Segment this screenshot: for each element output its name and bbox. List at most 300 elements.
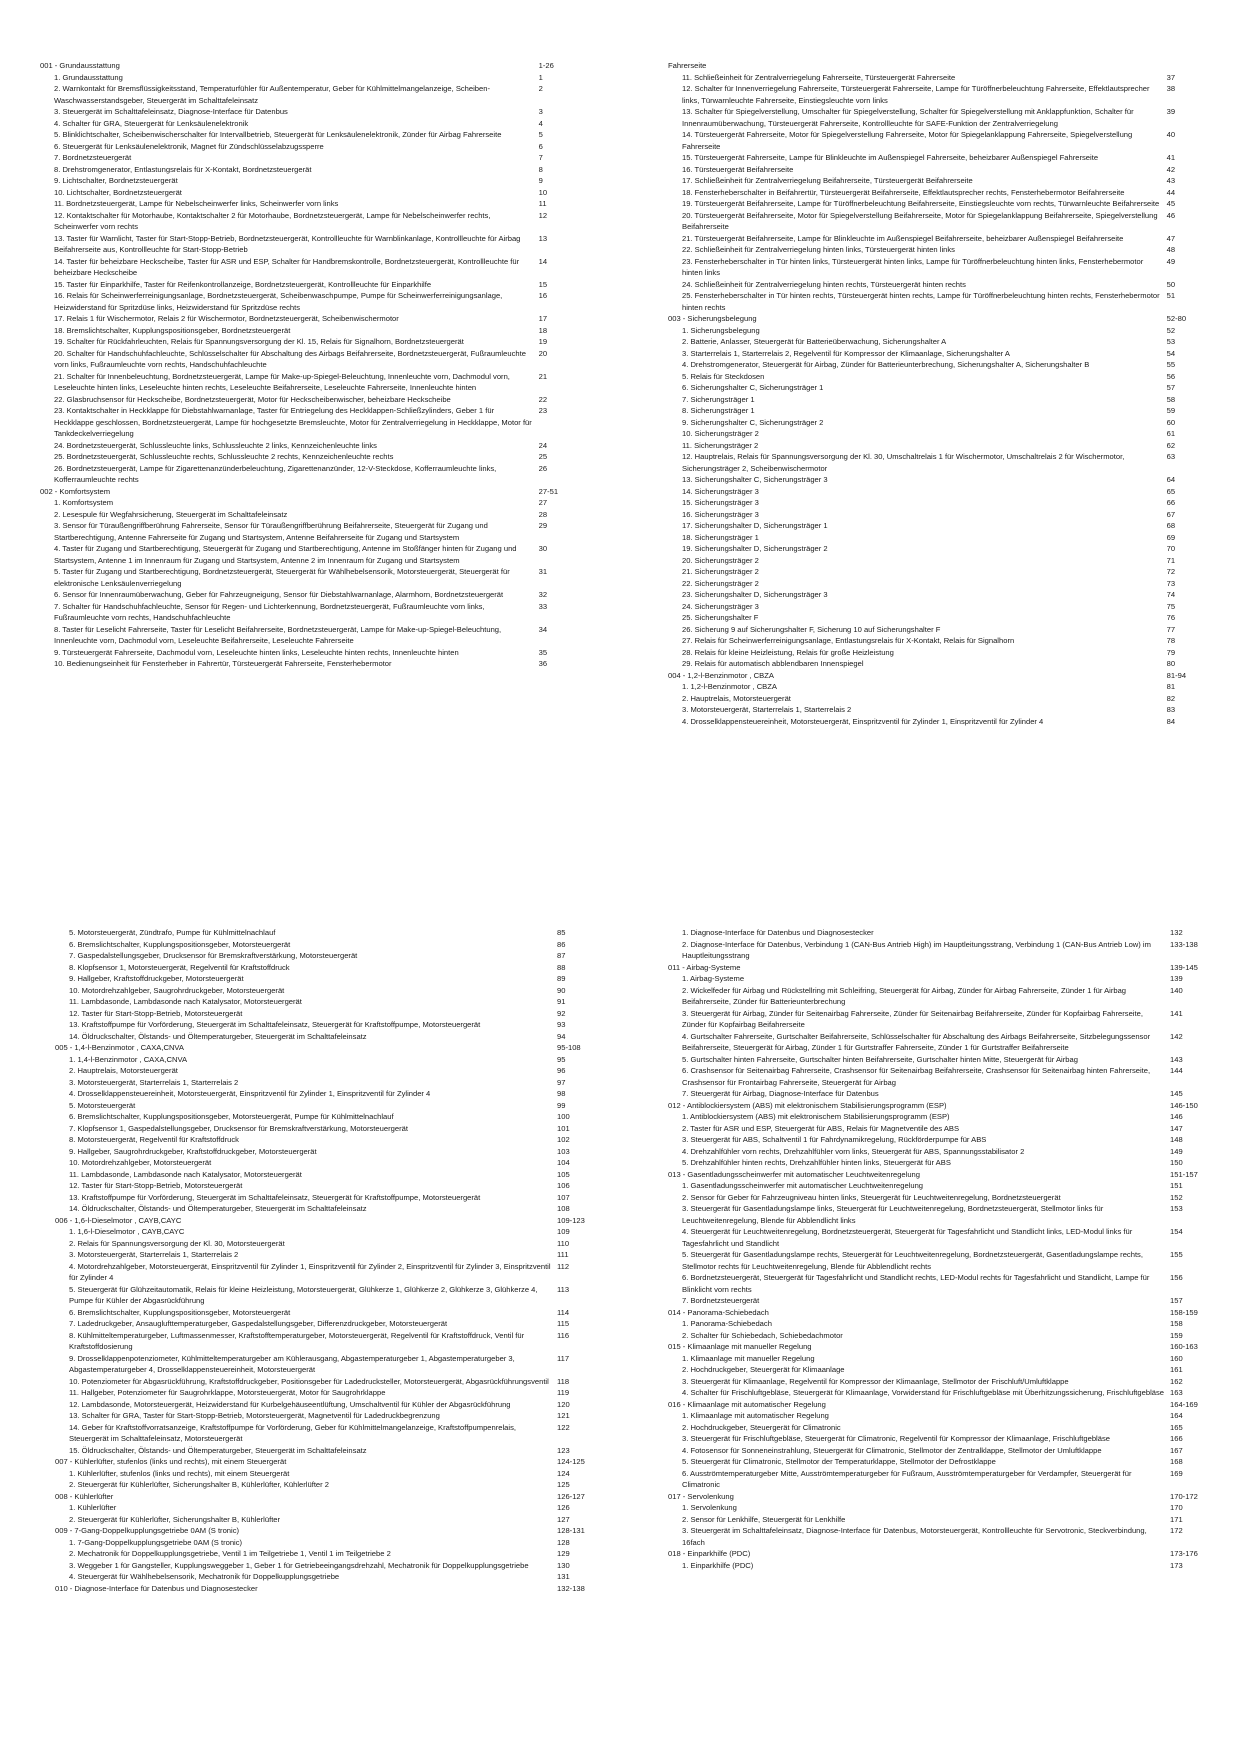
entry-text: 6. Bremslichtschalter, Kupplungspositionsgeber, Motorsteuergerät, Pumpe für Kühlmittelnachlauf: [69, 1112, 394, 1121]
toc-entry[interactable]: [668, 152, 1228, 164]
toc-entry[interactable]: [668, 348, 1228, 360]
toc-entry[interactable]: [40, 371, 600, 394]
toc-entry[interactable]: [55, 1330, 617, 1353]
toc-entry[interactable]: [668, 1376, 1230, 1388]
toc-section-header[interactable]: [55, 1491, 617, 1503]
toc-entry[interactable]: [668, 72, 1228, 84]
entry-text: 2. Hochdruckgeber, Steuergerät für Climatronic: [682, 1422, 841, 1432]
toc-entry[interactable]: [668, 1318, 1230, 1330]
section-title: 016 - Klimaanlage mit automatischer Regelung: [668, 1399, 826, 1409]
toc-entry[interactable]: [55, 1008, 617, 1020]
toc-entry[interactable]: [55, 1077, 617, 1089]
entry-page-number: 82: [1166, 693, 1176, 703]
entry-text: 4. Drosselklappensteuereinheit, Motorsteuergerät, Einspritzventil für Zylinder 1, Einspritzventil für Zylinder 4: [682, 716, 1044, 726]
section-title: 013 - Gasentladungsscheinwerfer mit automatischer Leuchtweitenregelung: [668, 1169, 921, 1179]
toc-entry[interactable]: [668, 486, 1228, 498]
toc-entry[interactable]: [55, 1422, 617, 1445]
toc-entry[interactable]: [668, 1364, 1230, 1376]
section-title: 015 - Klimaanlage mit manueller Regelung: [668, 1342, 812, 1351]
toc-entry[interactable]: [668, 244, 1228, 256]
toc-entry[interactable]: [40, 647, 600, 659]
toc-entry[interactable]: [668, 1445, 1230, 1457]
section-title: 017 - Servolenkung: [668, 1491, 734, 1501]
toc-entry[interactable]: [668, 647, 1228, 659]
toc-entry[interactable]: [668, 1111, 1230, 1123]
entry-text: 9. Hallgeber, Saugrohrdruckgeber, Kraftstoffdruckgeber, Motorsteuergerät: [69, 1146, 317, 1156]
toc-entry[interactable]: [668, 1330, 1230, 1342]
toc-section-header[interactable]: [55, 1042, 617, 1054]
toc-entry[interactable]: [668, 175, 1228, 187]
entry-text: 14. Geber für Kraftstoffvorratsanzeige, Kraftstoffpumpe für Vorförderung, Geber für Kühlmittelmangelanzeige, Kraftstoffpumpenrelais, Steuergerät im Schalttafeleinsatz, Motorsteuergerät: [69, 1422, 517, 1443]
toc-section-header[interactable]: [55, 1215, 617, 1227]
toc-entry[interactable]: [55, 1146, 617, 1158]
toc-entry[interactable]: [668, 1272, 1230, 1295]
toc-entry[interactable]: [40, 106, 600, 118]
entry-page-number: 54: [1166, 348, 1176, 358]
entry-page-number: 171: [1170, 1514, 1183, 1524]
entry-text: 24. Sicherungsträger 3: [682, 601, 759, 611]
toc-entry[interactable]: [55, 1226, 617, 1238]
toc-entry[interactable]: [668, 1226, 1230, 1249]
toc-entry[interactable]: [668, 336, 1228, 348]
entry-page-number: 151: [1170, 1181, 1183, 1190]
toc-entry[interactable]: [668, 927, 1230, 939]
entry-page-number: 170: [1170, 1503, 1183, 1512]
entry-page-number: 60: [1166, 417, 1176, 427]
toc-entry[interactable]: [668, 543, 1228, 555]
toc-table: [668, 927, 1230, 1571]
toc-entry[interactable]: [668, 106, 1228, 129]
toc-entry[interactable]: [40, 440, 600, 452]
toc-entry[interactable]: [55, 1399, 617, 1411]
entry-text: 29. Relais für automatisch abblendbaren Innenspiegel: [682, 659, 864, 668]
toc-entry[interactable]: [40, 233, 600, 256]
section-title: 001 - Grundausstattung: [40, 61, 120, 70]
section-page-range: 146-150: [1170, 1100, 1198, 1110]
toc-section-header[interactable]: [668, 1399, 1230, 1411]
entry-page-number: 1: [538, 72, 543, 82]
toc-entry[interactable]: [668, 164, 1228, 176]
toc-entry[interactable]: [668, 1560, 1230, 1572]
entry-page-number: 71: [1166, 555, 1176, 565]
toc-entry[interactable]: [668, 509, 1228, 521]
toc-section-header[interactable]: [55, 1525, 617, 1537]
entry-text: 1. Panorama-Schiebedach: [682, 1319, 772, 1328]
entry-text: 8. Sicherungsträger 1: [682, 406, 755, 415]
entry-page-number: 129: [557, 1549, 570, 1558]
toc-entry[interactable]: [55, 1054, 617, 1066]
toc-entry[interactable]: [55, 1560, 617, 1572]
toc-entry[interactable]: [668, 1088, 1230, 1100]
entry-page-number: 165: [1170, 1422, 1183, 1432]
entry-page-number: 88: [557, 962, 566, 972]
toc-entry[interactable]: [668, 1422, 1230, 1434]
toc-section-header[interactable]: [668, 313, 1228, 325]
toc-entry[interactable]: [668, 693, 1228, 705]
entry-text: 7. Gaspedalstellungsgeber, Drucksensor für Bremskraftverstärkung, Motorsteuergerät: [69, 951, 358, 960]
toc-entry[interactable]: [668, 256, 1228, 279]
toc-section-header[interactable]: [668, 670, 1228, 682]
toc-entry[interactable]: [55, 1514, 617, 1526]
section-title: 007 - Kühlerlüfter, stufenlos (links und rechts), mit einem Steuergerät: [55, 1457, 287, 1466]
entry-page-number: 142: [1170, 1031, 1183, 1041]
entry-page-number: 41: [1166, 153, 1176, 162]
toc-entry[interactable]: [55, 1548, 617, 1560]
toc-entry[interactable]: [55, 1571, 617, 1583]
toc-entry[interactable]: [40, 589, 600, 601]
toc-section-header[interactable]: [668, 1548, 1230, 1560]
toc-entry[interactable]: [668, 1134, 1230, 1146]
toc-entry[interactable]: [55, 1376, 617, 1388]
entry-page-number: [1167, 60, 1228, 72]
toc-section-header[interactable]: [40, 486, 600, 498]
entry-page-number: 13: [538, 233, 548, 243]
entry-page-number: 106: [557, 1181, 570, 1190]
toc-entry[interactable]: [40, 601, 600, 624]
toc-entry[interactable]: [40, 543, 600, 566]
toc-entry[interactable]: [40, 256, 600, 279]
entry-page-number: 112: [557, 1261, 570, 1271]
toc-entry[interactable]: [668, 973, 1230, 985]
toc-entry[interactable]: [668, 83, 1228, 106]
toc-entry[interactable]: [668, 1008, 1230, 1031]
entry-page-number: 169: [1170, 1468, 1183, 1478]
entry-page-number: 51: [1166, 291, 1176, 300]
toc-entry[interactable]: [668, 210, 1228, 233]
toc-entry[interactable]: [40, 405, 600, 440]
entry-text: 6. Ausströmtemperaturgeber Mitte, Ausströmtemperaturgeber für Fußraum, Ausströmtemperaturgeber für Verdampfer, Steuergerät für Climatronic: [682, 1468, 1132, 1489]
toc-entry[interactable]: [668, 1410, 1230, 1422]
toc-entry[interactable]: [55, 1318, 617, 1330]
toc-entry[interactable]: [668, 1065, 1230, 1088]
toc-entry[interactable]: [668, 1192, 1230, 1204]
toc-section-header[interactable]: [55, 1583, 617, 1595]
entry-page-number: 167: [1170, 1445, 1183, 1455]
section-title: 005 - 1,4-l-Benzinmotor , CAXA,CNVA: [55, 1043, 185, 1052]
toc-entry[interactable]: [668, 1203, 1230, 1226]
toc-entry[interactable]: [55, 1445, 617, 1457]
toc-entry[interactable]: [55, 1065, 617, 1077]
toc-section-header[interactable]: [668, 1307, 1230, 1319]
toc-section-header[interactable]: [668, 1491, 1230, 1503]
entry-page-number: 10: [538, 187, 548, 197]
toc-entry[interactable]: [668, 371, 1228, 383]
toc-entry[interactable]: [40, 658, 600, 670]
section-page-range: 109-123: [557, 1215, 585, 1225]
entry-page-number: 30: [538, 544, 548, 553]
entry-page-number: 131: [557, 1572, 570, 1581]
section-page-range: 128-131: [557, 1526, 585, 1535]
toc-entry[interactable]: [668, 1180, 1230, 1192]
entry-text: 4. Schalter für Frischluftgebläse, Steuergerät für Klimaanlage, Vorwiderstand für Frischluftgebläse mit Überhitzungssicherung, Frischluftgebläse: [682, 1388, 1165, 1397]
entry-text: 4. Schalter für GRA, Steuergerät für Lenksäulenelektronik: [54, 118, 249, 128]
entry-text: 1. 1,6-l-Dieselmotor , CAYB,CAYC: [69, 1227, 185, 1236]
entry-page-number: 166: [1170, 1434, 1183, 1443]
toc-entry[interactable]: [55, 1203, 617, 1215]
toc-entry[interactable]: [668, 1514, 1230, 1526]
entry-text: 5. Taster für Zugang und Startberechtigung, Bordnetzsteuergerät, Steuergerät für Wählhebelsensorik, Motorsteuergerät, Steuergerät für elektronische Lenksäulenverriegelung: [54, 567, 510, 588]
toc-entry[interactable]: [40, 509, 600, 521]
toc-entry[interactable]: [40, 72, 600, 84]
entry-page-number: 102: [557, 1135, 570, 1144]
toc-entry[interactable]: [55, 1123, 617, 1135]
toc-entry[interactable]: [55, 1353, 617, 1376]
entry-page-number: 24: [538, 440, 548, 450]
toc-entry[interactable]: [40, 348, 600, 371]
entry-page-number: 152: [1170, 1192, 1183, 1202]
toc-entry[interactable]: [55, 1479, 617, 1491]
toc-entry[interactable]: [55, 939, 617, 951]
toc-entry[interactable]: [40, 152, 600, 164]
entry-text: 4. Fotosensor für Sonneneinstrahlung, Steuergerät für Climatronic, Stellmotor der Zentralklappe, Stellmotor der Umluftklappe: [682, 1445, 1102, 1455]
toc-entry[interactable]: [668, 279, 1228, 291]
toc-entry[interactable]: [40, 313, 600, 325]
toc-entry[interactable]: [40, 463, 600, 486]
entry-page-number: 14: [538, 256, 548, 266]
toc-section-header[interactable]: [668, 1100, 1230, 1112]
toc-entry[interactable]: [668, 1157, 1230, 1169]
toc-entry[interactable]: [40, 624, 600, 647]
entry-text: 7. Bordnetzsteuergerät: [682, 1296, 760, 1305]
entry-text: 6. Steuergerät für Lenksäulenelektronik, Magnet für Zündschlüsselabzugssperre: [54, 141, 324, 151]
toc-entry[interactable]: [668, 658, 1228, 670]
section-page-range: 124-125: [557, 1457, 585, 1466]
toc-entry[interactable]: [40, 164, 600, 176]
toc-entry[interactable]: [668, 1353, 1230, 1365]
toc-entry[interactable]: [668, 474, 1228, 486]
toc-entry[interactable]: [55, 1249, 617, 1261]
entry-text: 9. Hallgeber, Kraftstoffdruckgeber, Motorsteuergerät: [69, 974, 244, 983]
toc-entry[interactable]: [40, 210, 600, 233]
toc-entry[interactable]: [55, 962, 617, 974]
entry-text: 3. Steuergerät im Schalttafeleinsatz, Diagnose-Interface für Datenbus, Motorsteuergerät, Kontrollleuchte für Servotronic, Steckverbindung, 16fach: [682, 1526, 1147, 1547]
toc-entry[interactable]: [55, 1180, 617, 1192]
entry-page-number: 115: [557, 1319, 570, 1328]
toc-entry[interactable]: [40, 497, 600, 509]
toc-entry[interactable]: [55, 1100, 617, 1112]
entry-text: 22. Schließeinheit für Zentralverriegelung hinten links, Türsteuergerät hinten links: [682, 245, 955, 254]
toc-entry[interactable]: [40, 325, 600, 337]
toc-entry[interactable]: [668, 635, 1228, 647]
toc-entry[interactable]: [668, 532, 1228, 544]
entry-page-number: 107: [557, 1192, 570, 1202]
entry-page-number: 123: [557, 1445, 570, 1455]
toc-column-top-right: [668, 60, 1228, 727]
toc-entry[interactable]: [55, 1468, 617, 1480]
toc-entry[interactable]: [668, 405, 1228, 417]
toc-entry[interactable]: [668, 394, 1228, 406]
entry-text: 1. Diagnose-Interface für Datenbus und Diagnosestecker: [682, 928, 874, 937]
entry-page-number: 158: [1170, 1319, 1183, 1328]
toc-entry[interactable]: [668, 555, 1228, 567]
entry-text: 12. Lambdasonde, Motorsteuergerät, Heizwiderstand für Kurbelgehäuseentlüftung, Umschaltventil für Kühler der Abgasrückführung: [69, 1399, 511, 1409]
entry-text: 3. Steuergerät für Klimaanlage, Regelventil für Kompressor der Klimaanlage, Stellmotor der Frischluft/Umluftklappe: [682, 1376, 1069, 1386]
entry-text: 13. Schalter für Spiegelverstellung, Umschalter für Spiegelverstellung, Schalter für Spiegelverstellung mit Anklappfunktion, Schalter für Innenraumüberwachung, Türsteuergerät Fahrerseite, Kontrollleuchte für SAFE-Funktion der Zentralverriegelung: [682, 107, 1134, 128]
toc-entry[interactable]: [40, 187, 600, 199]
entry-page-number: 72: [1166, 567, 1176, 576]
toc-entry[interactable]: [668, 1468, 1230, 1491]
toc-entry[interactable]: [40, 451, 600, 463]
toc-entry[interactable]: [668, 1146, 1230, 1158]
toc-entry[interactable]: [40, 290, 600, 313]
entry-page-number: 69: [1166, 532, 1176, 542]
toc-entry[interactable]: [668, 704, 1228, 716]
entry-text: 10. Potenziometer für Abgasrückführung, Kraftstoffdruckgeber, Positionsgeber für Ladedrucksteller, Motorsteuergerät, Abgasrückführungsventil: [69, 1376, 549, 1386]
toc-entry[interactable]: [40, 566, 600, 589]
toc-entry[interactable]: [668, 578, 1228, 590]
entry-page-number: 118: [557, 1376, 570, 1386]
toc-entry[interactable]: [55, 985, 617, 997]
toc-entry[interactable]: [668, 1525, 1230, 1548]
toc-entry[interactable]: [668, 985, 1230, 1008]
toc-entry[interactable]: [55, 1157, 617, 1169]
toc-section-header[interactable]: [40, 60, 600, 72]
entry-page-number: 156: [1170, 1273, 1183, 1282]
toc-entry[interactable]: [40, 141, 600, 153]
toc-entry[interactable]: [55, 973, 617, 985]
toc-entry[interactable]: [55, 950, 617, 962]
toc-entry-continuation[interactable]: [668, 60, 1228, 72]
toc-entry[interactable]: [668, 520, 1228, 532]
entry-text: 2. Diagnose-Interface für Datenbus, Verbindung 1 (CAN-Bus Antrieb High) im Hauptleitungsstrang, Verbindung 1 (CAN-Bus Antrieb Low) im Hauptleitungsstrang: [682, 939, 1151, 960]
toc-entry[interactable]: [55, 1537, 617, 1549]
entry-page-number: 12: [538, 210, 548, 220]
entry-text: 1. Klimaanlage mit manueller Regelung: [682, 1353, 815, 1363]
toc-section-header[interactable]: [668, 1169, 1230, 1181]
toc-entry[interactable]: [40, 129, 600, 141]
toc-entry[interactable]: [668, 1123, 1230, 1135]
entry-text: 2. Taster für ASR und ESP, Steuergerät für ABS, Relais für Magnetventile des ABS: [682, 1123, 960, 1133]
toc-entry[interactable]: [40, 198, 600, 210]
toc-entry[interactable]: [668, 1054, 1230, 1066]
toc-entry[interactable]: [668, 601, 1228, 613]
entry-page-number: 101: [557, 1123, 570, 1133]
toc-entry[interactable]: [40, 118, 600, 130]
toc-entry[interactable]: [668, 497, 1228, 509]
entry-page-number: 57: [1166, 383, 1176, 392]
toc-entry[interactable]: [55, 927, 617, 939]
toc-entry[interactable]: [668, 1031, 1230, 1054]
toc-entry[interactable]: [668, 233, 1228, 245]
toc-entry[interactable]: [668, 428, 1228, 440]
toc-entry[interactable]: [668, 716, 1228, 728]
toc-entry[interactable]: [668, 198, 1228, 210]
toc-entry[interactable]: [668, 359, 1228, 371]
toc-section-header[interactable]: [668, 1341, 1230, 1353]
toc-entry[interactable]: [55, 1261, 617, 1284]
toc-entry[interactable]: [668, 325, 1228, 337]
entry-page-number: 96: [557, 1066, 566, 1075]
section-page-range: 126-127: [557, 1491, 585, 1501]
toc-entry[interactable]: [55, 1238, 617, 1250]
entry-page-number: 23: [538, 406, 548, 415]
toc-entry[interactable]: [668, 1456, 1230, 1468]
toc-entry[interactable]: [40, 520, 600, 543]
toc-entry[interactable]: [668, 589, 1228, 601]
toc-entry[interactable]: [55, 1307, 617, 1319]
section-title: 008 - Kühlerlüfter: [55, 1491, 114, 1501]
entry-text: 5. Motorsteuergerät, Zündtrafo, Pumpe für Kühlmittelnachlauf: [69, 928, 276, 937]
toc-entry[interactable]: [668, 187, 1228, 199]
entry-page-number: 113: [557, 1284, 570, 1294]
toc-entry[interactable]: [668, 451, 1228, 474]
entry-page-number: 37: [1166, 72, 1176, 82]
entry-page-number: 5: [538, 130, 543, 139]
entry-text: 22. Glasbruchsensor für Heckscheibe, Bordnetzsteuergerät, Motor für Heckscheibenwischer, beheizbare Heckscheibe: [54, 394, 451, 404]
toc-entry[interactable]: [55, 1111, 617, 1123]
toc-entry[interactable]: [668, 624, 1228, 636]
toc-entry[interactable]: [668, 566, 1228, 578]
toc-entry[interactable]: [668, 290, 1228, 313]
toc-entry[interactable]: [55, 1502, 617, 1514]
entry-page-number: 28: [538, 509, 548, 519]
entry-text: 14. Öldruckschalter, Ölstands- und Öltemperaturgeber, Steuergerät im Schalttafeleinsatz: [69, 1204, 367, 1213]
toc-section-header[interactable]: [668, 962, 1230, 974]
entry-text: 4. Steuergerät für Leuchtweitenregelung, Bordnetzsteuergerät, Steuergerät für Tagesfahrlicht und Standlicht links, LED-Modul links für Tagesfahrlicht und Standlicht: [682, 1227, 1133, 1248]
entry-text: 3. Steuergerät für Airbag, Zünder für Seitenairbag Fahrerseite, Zünder für Seitenairbag Beifahrerseite, Zünder für Kopfairbag Fahrerseite, Zünder für Kopfairbag Beifahrerseite: [682, 1008, 1143, 1029]
entry-text: 5. Drehzahlfühler hinten rechts, Drehzahlfühler hinten links, Steuergerät für ABS: [682, 1158, 951, 1167]
entry-text: 9. Lichtschalter, Bordnetzsteuergerät: [54, 176, 178, 185]
toc-entry[interactable]: [668, 939, 1230, 962]
toc-entry[interactable]: [668, 1502, 1230, 1514]
toc-entry[interactable]: [40, 175, 600, 187]
toc-entry[interactable]: [55, 996, 617, 1008]
toc-entry[interactable]: [55, 1284, 617, 1307]
toc-entry[interactable]: [668, 1387, 1230, 1399]
toc-entry[interactable]: [55, 1134, 617, 1146]
toc-table: [55, 927, 617, 1594]
toc-entry[interactable]: [55, 1387, 617, 1399]
entry-page-number: 99: [557, 1100, 566, 1110]
toc-entry[interactable]: [668, 1249, 1230, 1272]
toc-entry[interactable]: [668, 417, 1228, 429]
toc-entry[interactable]: [668, 1433, 1230, 1445]
toc-entry[interactable]: [668, 129, 1228, 152]
toc-entry[interactable]: [668, 681, 1228, 693]
entry-page-number: 164: [1170, 1411, 1183, 1420]
toc-entry[interactable]: [40, 394, 600, 406]
toc-entry[interactable]: [55, 1169, 617, 1181]
entry-page-number: 154: [1170, 1227, 1183, 1236]
toc-entry[interactable]: [55, 1410, 617, 1422]
toc-entry[interactable]: [40, 83, 600, 106]
toc-entry[interactable]: [668, 440, 1228, 452]
entry-text: 2. Steuergerät für Kühlerlüfter, Sicherungshalter B, Kühlerlüfter: [69, 1514, 281, 1524]
entry-text: 2. Hauptrelais, Motorsteuergerät: [69, 1066, 178, 1075]
toc-section-header[interactable]: [55, 1456, 617, 1468]
entry-page-number: 78: [1166, 636, 1176, 645]
toc-entry[interactable]: [668, 612, 1228, 624]
toc-entry[interactable]: [55, 1192, 617, 1204]
entry-text: 6. Bremslichtschalter, Kupplungspositionsgeber, Motorsteuergerät: [69, 1307, 291, 1317]
entry-page-number: 103: [557, 1146, 570, 1156]
entry-text: 6. Bremslichtschalter, Kupplungspositionsgeber, Motorsteuergerät: [69, 939, 291, 949]
toc-entry[interactable]: [55, 1088, 617, 1100]
entry-page-number: 47: [1166, 233, 1176, 243]
toc-entry[interactable]: [668, 1295, 1230, 1307]
toc-entry[interactable]: [55, 1019, 617, 1031]
toc-column-bottom-left: [55, 927, 615, 1594]
entry-page-number: 87: [557, 951, 566, 960]
entry-page-number: 139: [1170, 974, 1183, 983]
toc-entry[interactable]: [668, 382, 1228, 394]
toc-entry[interactable]: [55, 1031, 617, 1043]
entry-text: 2. Mechatronik für Doppelkupplungsgetriebe, Ventil 1 im Teilgetriebe 1, Ventil 1 im Teilgetriebe 2: [69, 1549, 391, 1558]
entry-page-number: 168: [1170, 1457, 1183, 1466]
entry-text: 10. Lichtschalter, Bordnetzsteuergerät: [54, 187, 182, 197]
toc-entry[interactable]: [40, 336, 600, 348]
toc-entry[interactable]: [40, 279, 600, 291]
